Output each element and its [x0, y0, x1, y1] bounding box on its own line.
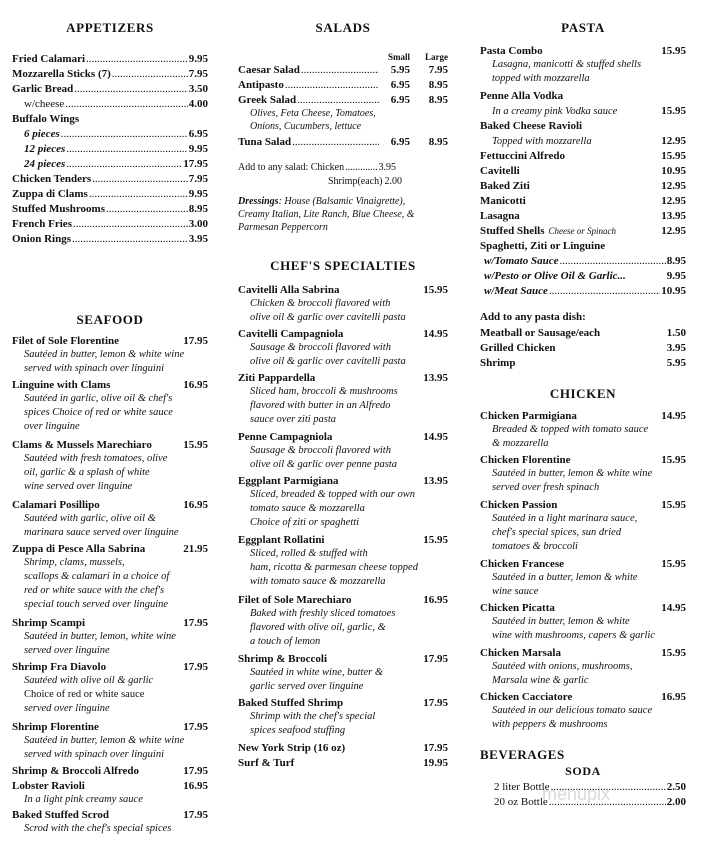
chef-item: Eggplant Parmigiana 13.95 Sliced, breaded & topped with our own tomato sauce & mozzarella Choice of ziti or spaghetti: [238, 475, 448, 528]
watermark: menupix: [542, 784, 611, 804]
chicken-item: Chicken Florentine 15.95 Sautéed in butter, lemon & white wine served over fresh spinach: [480, 454, 686, 493]
soda-title: SODA: [565, 764, 601, 778]
salad-item: Caesar Salad ..... 5.95 7.95: [238, 63, 448, 77]
pasta-item: Baked Cheese Ravioli: [480, 120, 583, 132]
salad-addons: Add to any salad: Chicken ..... 3.95 Shrimp(each) 2.00: [238, 161, 448, 189]
appetizer-item: Fried Calamari ..... 9.95: [12, 52, 208, 66]
seafood-item: Shrimp Scampi 17.95 Sautéed in butter, lemon, white wine served over linguine: [12, 617, 208, 656]
chefs-specialties-title: CHEF'S SPECIALTIES: [270, 258, 416, 273]
chef-item: Ziti Pappardella 13.95 Sliced ham, broccoli & mushrooms flavored with butter in an Alfredo sauce over ziti pasta: [238, 372, 448, 425]
salad-item: Tuna Salad ..... 6.95 8.95: [238, 135, 448, 149]
seafood-item: Filet of Sole Florentine 17.95 Sautéed in butter, lemon & white wine served with spinach over linguini: [12, 335, 208, 374]
salad-item: Antipasto ..... 6.95 8.95: [238, 78, 448, 92]
chef-item: Cavitelli Alla Sabrina 15.95 Chicken & broccoli flavored with olive oil & garlic over cavitelli pasta: [238, 284, 448, 323]
salad-dressings: Dressings: House (Balsamic Vinaigrette), Creamy Italian, Lite Ranch, Blue Cheese, & Parmesan Peppercorn: [238, 196, 415, 233]
chicken-item: Chicken Parmigiana 14.95 Breaded & topped with tomato sauce & mozzarella: [480, 410, 686, 449]
pasta-addon-item: Grilled Chicken 3.95: [480, 342, 686, 354]
chef-item: Surf & Turf 19.95: [238, 757, 448, 769]
chef-item: Eggplant Rollatini 15.95 Sliced, rolled & stuffed with ham, ricotta & parmesan cheese topped with tomato sauce & mozzarella: [238, 534, 448, 587]
beverage-item: 20 oz Bottle ..... 2.00: [480, 795, 686, 809]
seafood-item: Shrimp & Broccoli Alfredo 17.95: [12, 765, 208, 777]
salad-small-header: Small: [387, 52, 410, 62]
appetizer-item: 12 pieces ..... 9.95: [12, 142, 208, 156]
appetizer-item: Buffalo Wings: [12, 113, 80, 125]
seafood-item: Baked Stuffed Scrod 17.95 Scrod with the chef's special spices: [12, 809, 208, 834]
chef-item: Cavitelli Campagniola 14.95 Sausage & broccoli flavored with olive oil & garlic over cavitelli pasta: [238, 328, 448, 367]
chef-item: Penne Campagniola 14.95 Sausage & broccoli flavored with olive oil & garlic over penne pasta: [238, 431, 448, 470]
chicken-item: Chicken Passion 15.95 Sautéed in a light marinara sauce, chef's special spices, sun dried tomatoes & broccoli: [480, 499, 686, 552]
seafood-item: Clams & Mussels Marechiaro 15.95 Sautéed with fresh tomatoes, olive oil, garlic & a splash of white wine served over linguine: [12, 439, 208, 492]
appetizer-item: Zuppa di Clams ..... 9.95: [12, 187, 208, 201]
pasta-item: w/Meat Sauce ..... 10.95: [480, 284, 686, 298]
appetizer-item: Mozzarella Sticks (7) ..... 7.95: [12, 67, 208, 81]
chicken-item: Chicken Francese 15.95 Sautéed in a butter, lemon & white wine sauce: [480, 558, 686, 597]
seafood-item: Linguine with Clams 16.95 Sautéed in garlic, olive oil & chef's spices Choice of red or white sauce over linguine: [12, 379, 208, 432]
seafood-title: SEAFOOD: [76, 312, 144, 327]
pasta-item: Lasagna 13.95: [480, 210, 686, 222]
pasta-item: Spaghetti, Ziti or Linguine: [480, 240, 606, 252]
appetizer-item: Onion Rings ..... 3.95: [12, 232, 208, 246]
seafood-item: Lobster Ravioli 16.95 In a light pink creamy sauce: [12, 780, 208, 805]
appetizers-title: APPETIZERS: [66, 20, 154, 35]
pasta-item: w/Tomato Sauce ..... 8.95: [480, 254, 686, 268]
seafood-item: Shrimp Fra Diavolo 17.95 Sautéed with olive oil & garlic Choice of red or white sauce served over linguine: [12, 661, 208, 714]
salad-item: Greek Salad ..... 6.95 8.95 Olives, Feta Cheese, Tomatoes, Onions, Cucumbers, lettuce: [238, 93, 448, 133]
pasta-addon-title: Add to any pasta dish:: [480, 311, 586, 323]
appetizer-item: Stuffed Mushrooms ..... 8.95: [12, 202, 208, 216]
appetizer-item: French Fries ..... 3.00: [12, 217, 208, 231]
chicken-item: Chicken Marsala 15.95 Sautéed with onions, mushrooms, Marsala wine & garlic: [480, 647, 686, 686]
chef-item: Filet of Sole Marechiaro 16.95 Baked with freshly sliced tomatoes flavored with olive oil, garlic, & a touch of lemon: [238, 594, 448, 647]
pasta-item: Pasta Combo 15.95 Lasagna, manicotti & stuffed shells topped with mozzarella: [480, 45, 686, 84]
chef-item: Baked Stuffed Shrimp 17.95 Shrimp with the chef's special spices seafood stuffing: [238, 697, 448, 736]
chef-item: Shrimp & Broccoli 17.95 Sautéed in white wine, butter & garlic served over linguine: [238, 653, 448, 692]
chicken-item: Chicken Cacciatore 16.95 Sautéed in our delicious tomato sauce with peppers & mushrooms: [480, 691, 686, 730]
chicken-title: CHICKEN: [549, 386, 617, 401]
appetizer-item: Garlic Bread ..... 3.50: [12, 82, 208, 96]
pasta-item: Cavitelli 10.95: [480, 165, 686, 177]
appetizer-item: 6 pieces ..... 6.95: [12, 127, 208, 141]
chicken-item: Chicken Picatta 14.95 Sautéed in butter, lemon & white wine with mushrooms, capers & garlic: [480, 602, 686, 641]
chef-item: New York Strip (16 oz) 17.95: [238, 742, 448, 754]
pasta-item: Penne Alla Vodka: [480, 90, 564, 102]
beverage-item: 2 liter Bottle ..... 2.50: [480, 780, 686, 794]
pasta-item: Fettuccini Alfredo 15.95: [480, 150, 686, 162]
pasta-title: PASTA: [561, 20, 605, 35]
dressings-label: Dressings: [238, 196, 279, 207]
pasta-item: Stuffed Shells Cheese or Spinach 12.95: [480, 225, 686, 237]
appetizer-item: 24 pieces ..... 17.95: [12, 157, 208, 171]
seafood-item: Calamari Posillipo 16.95 Sautéed with garlic, olive oil & marinara sauce served over linguine: [12, 499, 208, 538]
appetizer-item: w/cheese ..... 4.00: [12, 97, 208, 111]
salads-title: SALADS: [315, 20, 371, 35]
pasta-addon-item: Shrimp 5.95: [480, 357, 686, 369]
salad-large-header: Large: [425, 52, 448, 62]
pasta-item: Baked Ziti 12.95: [480, 180, 686, 192]
pasta-item: In a creamy pink Vodka sauce 15.95: [492, 105, 686, 117]
pasta-item: Manicotti 12.95: [480, 195, 686, 207]
seafood-item: Shrimp Florentine 17.95 Sautéed in butter, lemon & white wine served with spinach over linguini: [12, 721, 208, 760]
appetizer-item: Chicken Tenders ..... 7.95: [12, 172, 208, 186]
pasta-addon-item: Meatball or Sausage/each 1.50: [480, 327, 686, 339]
seafood-item: Zuppa di Pesce Alla Sabrina 21.95 Shrimp, clams, mussels, scallops & calamari in a choice of red or white sauce with the chef's special touch served over linguine: [12, 543, 208, 610]
salad-size-header: [372, 52, 448, 62]
beverages-title: BEVERAGES: [480, 747, 565, 762]
pasta-item: Topped with mozzarella 12.95: [492, 135, 686, 147]
pasta-item: w/Pesto or Olive Oil & Garlic... 9.95: [484, 270, 686, 282]
